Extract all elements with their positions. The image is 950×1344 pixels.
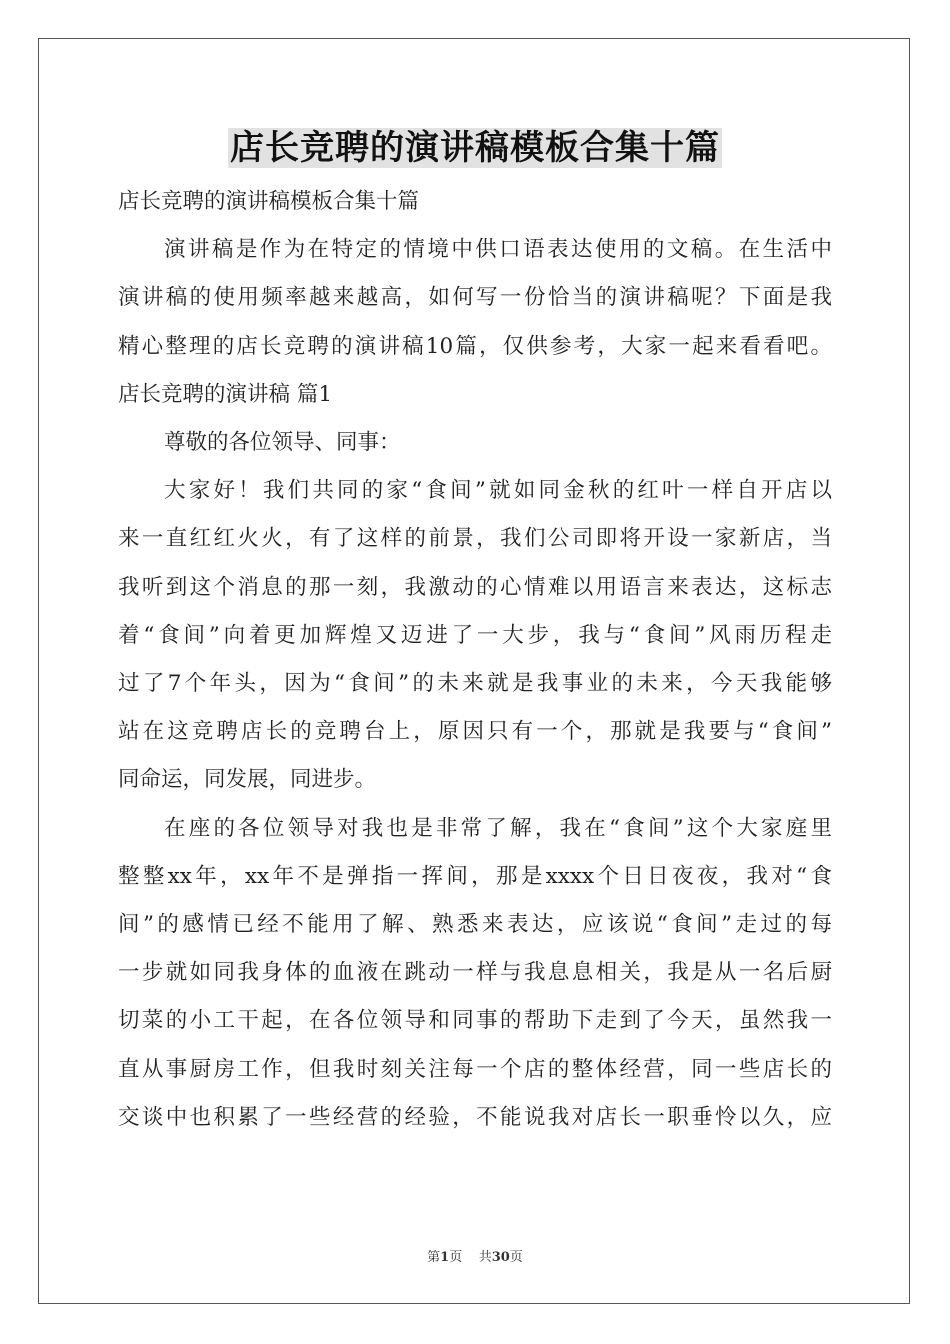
document-title-text: 店长竞聘的演讲稿模板合集十篇: [230, 128, 720, 168]
footer-mid: 页 共: [449, 1250, 492, 1265]
paragraph-line: 直从事厨房工作，但我时刻关注每一个店的整体经营，同一些店长的: [118, 1056, 832, 1082]
footer-suffix: 页: [509, 1250, 523, 1265]
page-footer: [0, 1246, 950, 1265]
paragraph-line: 演讲稿的使用频率越来越高，如何写一份恰当的演讲稿呢？下面是我: [118, 285, 832, 311]
paragraph-line: 一步就如同我身体的血液在跳动一样与我息息相关，我是从一名后厨: [118, 960, 832, 986]
section-heading: 店长竞聘的演讲稿 篇1: [118, 381, 333, 407]
paragraph-line: 间”的感情已经不能用了解、熟悉来表达，应该说“食间”走过的每: [118, 912, 832, 938]
subtitle-line: 店长竞聘的演讲稿模板合集十篇: [118, 189, 420, 214]
paragraph-line: 同命运，同发展，同进步。: [118, 767, 377, 793]
footer-page-number: 1: [440, 1250, 450, 1265]
document-body: [118, 178, 832, 1142]
paragraph-line: 过了7个年头，因为“食间”的未来就是我事业的未来，今天我能够: [118, 671, 832, 697]
paragraph-line: 在座的各位领导对我也是非常了解，我在“食间”这个大家庭里: [164, 815, 832, 841]
paragraph-line: 来一直红红火火，有了这样的前景，我们公司即将开设一家新店，当: [118, 526, 832, 552]
paragraph-line: 我听到这个消息的那一刻，我激动的心情难以用语言来表达，这标志: [118, 574, 832, 600]
paragraph-line: 交谈中也积累了一些经营的经验，不能说我对店长一职垂怜以久，应: [118, 1104, 832, 1130]
paragraph-line: 切菜的小工干起，在各位领导和同事的帮助下走到了今天，虽然我一: [118, 1008, 832, 1034]
paragraph-line: 演讲稿是作为在特定的情境中供口语表达使用的文稿。在生活中: [164, 237, 832, 263]
document-title: [0, 124, 950, 172]
paragraph-line: 站在这竞聘店长的竞聘台上，原因只有一个，那就是我要与“食间”: [118, 719, 832, 745]
paragraph-line: 精心整理的店长竞聘的演讲稿10篇，仅供参考，大家一起来看看吧。: [118, 333, 832, 359]
salutation-line: 尊敬的各位领导、同事：: [164, 430, 401, 456]
paragraph-line: 着“食间”向着更加辉煌又迈进了一大步，我与“食间”风雨历程走: [118, 622, 832, 648]
paragraph-line: 整整xx年，xx年不是弹指一挥间，那是xxxx个日日夜夜，我对“食: [118, 863, 832, 889]
footer-total-pages: 30: [491, 1250, 510, 1265]
paragraph-line: 大家好！我们共同的家“食间”就如同金秋的红叶一样自开店以: [164, 478, 832, 504]
footer-prefix: 第: [427, 1250, 441, 1265]
